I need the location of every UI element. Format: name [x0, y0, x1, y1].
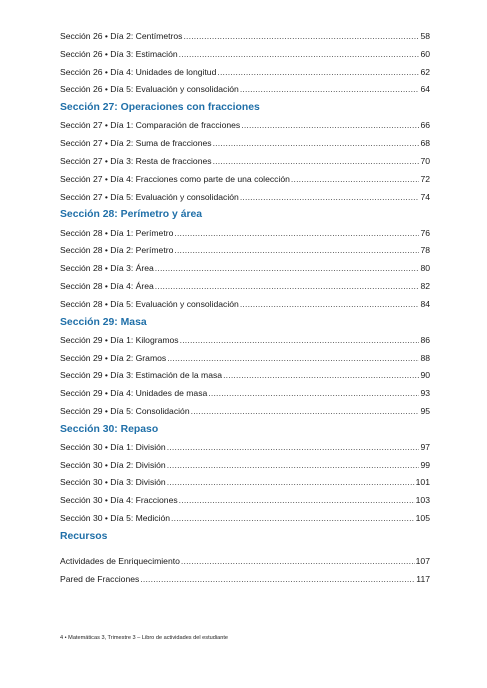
toc-entry-label: Sección 28 • Día 4: Área [60, 280, 154, 291]
toc-entry[interactable] [60, 474, 430, 492]
toc-entry-page-number: 95 [420, 405, 430, 416]
toc-entry-label: Sección 30 • Día 5: Medición [60, 513, 171, 524]
dot-leader [167, 457, 420, 475]
toc-entry-label: Sección 28 • Día 1: Perímetro [60, 227, 174, 238]
dot-leader [213, 135, 420, 153]
toc-entry-page-number: 82 [420, 280, 430, 291]
toc-entry[interactable] [60, 332, 430, 350]
toc-entry[interactable] [60, 510, 430, 528]
toc-entry-page-number: 64 [420, 84, 430, 95]
dot-leader [167, 350, 419, 368]
toc-entry-label: Sección 26 • Día 3: Estimación [60, 48, 178, 59]
dot-leader [155, 278, 420, 296]
toc-entry-label: Sección 27 • Día 3: Resta de fracciones [60, 155, 212, 166]
dot-leader [179, 46, 420, 64]
toc-entry[interactable] [60, 553, 430, 571]
toc-entry-label: Sección 30 • Día 4: Fracciones [60, 495, 178, 506]
section-heading: Sección 28: Perímetro y área [60, 209, 203, 221]
dot-leader [140, 571, 415, 589]
page-footer: 4 • Matemáticas 3, Trimestre 3 – Libro de actividades del estudiante [60, 635, 228, 641]
dot-leader [174, 225, 419, 243]
toc-entry-page-number: 101 [415, 477, 430, 488]
toc-entry[interactable] [60, 135, 430, 153]
toc-entry-label: Sección 27 • Día 1: Comparación de fracciones [60, 120, 241, 131]
toc-entry[interactable] [60, 225, 430, 243]
dot-leader [183, 28, 419, 46]
toc-entry[interactable] [60, 296, 430, 314]
toc-entry-page-number: 105 [415, 513, 430, 524]
toc-entry-page-number: 86 [420, 334, 430, 345]
toc-entry[interactable] [60, 28, 430, 46]
toc-entry-page-number: 60 [420, 48, 430, 59]
toc-entry[interactable] [60, 457, 430, 475]
toc-entry-page-number: 78 [420, 245, 430, 256]
toc-entry[interactable] [60, 350, 430, 368]
toc-entry-label: Sección 27 • Día 4: Fracciones como parte de una colección [60, 173, 290, 184]
dot-leader [171, 510, 415, 528]
toc-entry[interactable] [60, 171, 430, 189]
toc-entry[interactable] [60, 189, 430, 207]
toc-entry[interactable] [60, 403, 430, 421]
table-of-contents [60, 28, 430, 589]
section-heading: Sección 27: Operaciones con fracciones [60, 102, 260, 114]
toc-entry-page-number: 74 [420, 191, 430, 202]
toc-entry-page-number: 70 [420, 155, 430, 166]
dot-leader [167, 439, 420, 457]
toc-entry-page-number: 90 [420, 370, 430, 381]
toc-entry[interactable] [60, 260, 430, 278]
section-heading: Sección 30: Repaso [60, 423, 159, 435]
toc-entry-page-number: 97 [420, 441, 430, 452]
toc-entry[interactable] [60, 242, 430, 260]
toc-entry[interactable] [60, 278, 430, 296]
toc-entry-page-number: 107 [415, 556, 430, 567]
toc-entry-page-number: 99 [420, 459, 430, 470]
dot-leader [179, 492, 415, 510]
dot-leader [240, 296, 420, 314]
toc-entry-label: Sección 26 • Día 2: Centímetros [60, 31, 183, 41]
spacer [60, 546, 430, 553]
dot-leader [240, 81, 420, 99]
toc-entry-page-number: 84 [420, 298, 430, 309]
toc-entry-label: Sección 27 • Día 2: Suma de fracciones [60, 138, 212, 149]
toc-entry[interactable] [60, 153, 430, 171]
toc-entry-label: Sección 29 • Día 3: Estimación de la masa [60, 370, 223, 381]
toc-entry[interactable] [60, 385, 430, 403]
toc-entry-page-number: 88 [420, 352, 430, 363]
toc-entry-page-number: 66 [420, 120, 430, 131]
dot-leader [181, 553, 415, 571]
dot-leader [291, 171, 420, 189]
toc-entry-label: Actividades de Enriquecimiento [60, 556, 180, 567]
dot-leader [208, 385, 419, 403]
toc-entry[interactable] [60, 439, 430, 457]
toc-entry-page-number: 68 [420, 138, 430, 149]
dot-leader [155, 260, 420, 278]
toc-entry[interactable] [60, 571, 430, 589]
toc-entry-page-number: 80 [420, 263, 430, 274]
toc-entry-label: Sección 29 • Día 5: Consolidación [60, 405, 190, 416]
dot-leader [180, 332, 420, 350]
dot-leader [223, 367, 419, 385]
dot-leader [167, 474, 415, 492]
toc-entry[interactable] [60, 64, 430, 82]
toc-entry-label: Sección 28 • Día 3: Área [60, 263, 154, 274]
dot-leader [217, 64, 419, 82]
toc-entry-page-number: 58 [420, 31, 430, 41]
toc-entry-label: Sección 27 • Día 5: Evaluación y consolidación [60, 191, 239, 202]
toc-entry[interactable] [60, 117, 430, 135]
toc-entry-label: Sección 30 • Día 3: División [60, 477, 166, 488]
toc-entry-label: Sección 28 • Día 5: Evaluación y consolidación [60, 298, 239, 309]
toc-entry-page-number: 117 [416, 573, 430, 584]
toc-entry[interactable] [60, 46, 430, 64]
dot-leader [213, 153, 420, 171]
toc-entry-label: Sección 26 • Día 5: Evaluación y consolidación [60, 84, 239, 95]
toc-entry-label: Sección 29 • Día 4: Unidades de masa [60, 388, 208, 399]
toc-entry-label: Sección 29 • Día 1: Kilogramos [60, 334, 179, 345]
toc-entry[interactable] [60, 367, 430, 385]
toc-entry-page-number: 62 [420, 66, 430, 77]
toc-entry-page-number: 72 [420, 173, 430, 184]
toc-entry-label: Sección 30 • Día 2: División [60, 459, 166, 470]
dot-leader [174, 242, 419, 260]
toc-entry-page-number: 93 [420, 388, 430, 399]
dot-leader [241, 117, 419, 135]
dot-leader [191, 403, 420, 421]
dot-leader [240, 189, 420, 207]
toc-entry[interactable] [60, 81, 430, 99]
toc-entry-label: Sección 28 • Día 2: Perímetro [60, 245, 174, 256]
toc-entry-label: Sección 29 • Día 2: Gramos [60, 352, 167, 363]
toc-entry-page-number: 76 [420, 227, 430, 238]
toc-entry-label: Sección 26 • Día 4: Unidades de longitud [60, 66, 217, 77]
toc-entry-page-number: 103 [415, 495, 430, 506]
toc-entry-label: Pared de Fracciones [60, 573, 140, 584]
section-heading: Recursos [60, 530, 108, 542]
toc-entry-label: Sección 30 • Día 1: División [60, 441, 166, 452]
toc-entry[interactable] [60, 492, 430, 510]
section-heading: Sección 29: Masa [60, 316, 147, 328]
